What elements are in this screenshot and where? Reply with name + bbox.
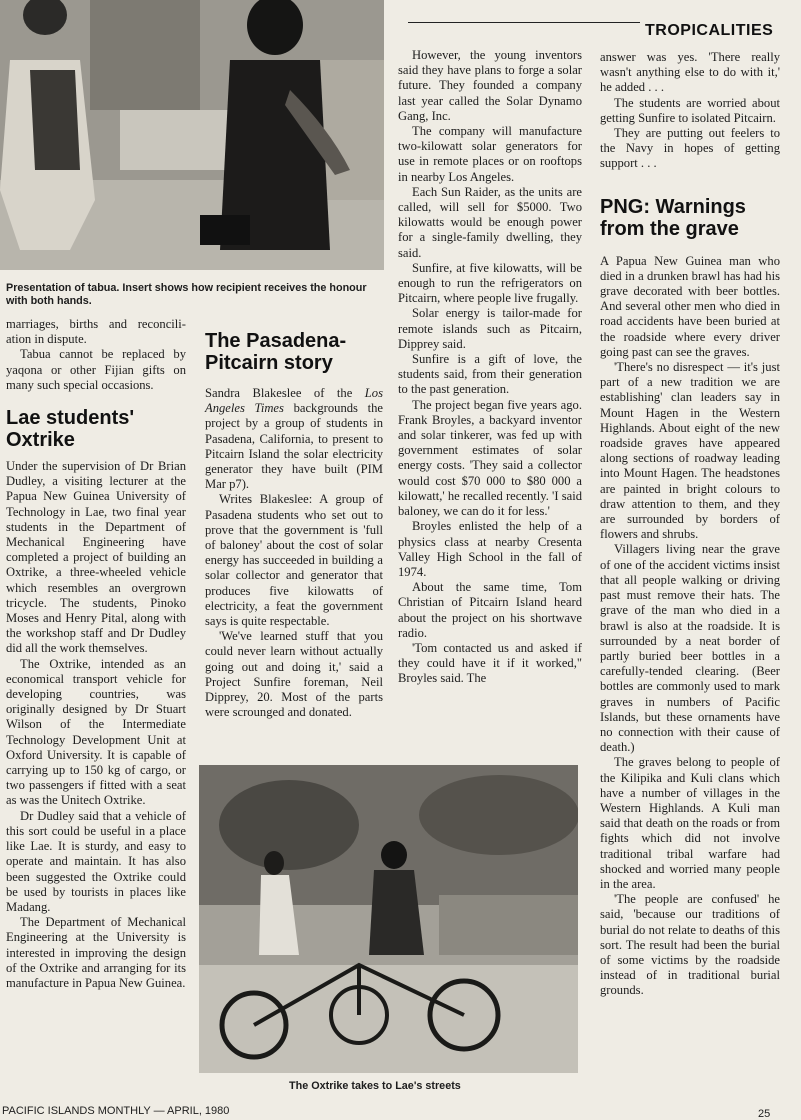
col4-continuation-text: answer was yes. 'There really wasn't anything else to do with it,' he added . . .	[600, 50, 780, 95]
article-paragraph: Sunfire is a gift of love, the students said, from their generation to the past generation.	[398, 352, 582, 397]
png-warnings-headline: PNG: Warnings from the grave	[600, 195, 746, 240]
article-paragraph: Each Sun Raider, as the units are called, will sell for $5000. Two kilowatts would be enough power for a single-family dwelling, they said.	[398, 184, 582, 260]
article-paragraph: 'Tom contacted us and asked if they could have it if it worked," Broyles said. The	[398, 640, 582, 686]
article-paragraph: However, the young inventors said they have plans to forge a solar future. They founded a company last year called the Solar Dynamo Gang, Inc.	[398, 48, 582, 123]
article-paragraph: Under the supervision of Dr Brian Dudley, a visiting lecturer at the Papua New Guinea University of Technology in Lae, two final year students in the Department of Mechanical Engineering have completed a project of building an Oxtrike, a three-wheeled vehicle which resembles an overgrown tricycle. The students, Pinoko Moses and Henry Pital, along with the workshop staff and Dr Dudley did all the work themselves.	[6, 459, 186, 656]
col4-continuation-text: The students are worried about getting Sunfire to isolated Pitcairn.	[600, 95, 780, 125]
photo-illustration	[0, 0, 384, 270]
photo-illustration	[199, 765, 578, 1073]
column-3	[398, 48, 582, 687]
top-photo-caption: Presentation of tabua. Insert shows how recipient receives the honour with both hands.	[6, 282, 367, 307]
section-title: TROPICALITIES	[645, 22, 774, 39]
article-paragraph: The graves belong to people of the Kilipika and Kuli clans which have a number of villages in the Western Highlands. A Kuli man said that death on the roads or from fights which did not involve traditional tribal warfare had shocked and worried many people in the area.	[600, 755, 780, 891]
article-paragraph: The project began five years ago. Frank Broyles, a backyard inventor and solar tinkerer, was fed up with government estimates of solar energy costs. 'They said a collector would cost $70 000 to $80 000 a kilowatt,' he recalled recently. 'I said baloney, we can do it for less.'	[398, 397, 582, 519]
header-rule	[408, 22, 640, 23]
column-2	[205, 330, 383, 720]
article-paragraph: Villagers living near the grave of one of the accident victims insist that all people walking or driving past must remove their hats. The grave of the man who died in a brawl is also at the roadside. It is surrounded by a neat border of partly buried beer bottles in a carefully-tended clearing. (Beer bottles are commonly used to mark graves in numbers of Pacific Islands, but these ornaments have no connection with their cause of death.)	[600, 542, 780, 755]
article-paragraph: Dr Dudley said that a vehicle of this sort could be useful in a place like Lae. It is sturdy, and easy to operate and maintain. It has also been suggested the Oxtrike could be used by tourists in places like Madang.	[6, 808, 186, 914]
article-paragraph: The company will manufacture two-kilowatt solar generators for use in remote places or on rooftops in nearby Los Angeles.	[398, 124, 582, 184]
bottom-photo-caption: The Oxtrike takes to Lae's streets	[289, 1080, 461, 1092]
article-paragraph: 'There's no disrespect — it's just part of a new tradition we are establishing' clan leaders say in Mount Hagen in the Western Highlands. About eight of the new roadside graves have appeared along sections of roadway leading into Mount Hagen. The headstones are painted in bright colours to draw attention to them, and they are surrounded by borders of flowers and shrubs.	[600, 360, 780, 542]
col4-continuation-text: They are putting out feelers to the Navy in hopes of getting support . . .	[600, 126, 780, 171]
article-paragraph: Sunfire, at five kilowatts, will be enough to run the refrigerators on Pitcairn, where people live frugally.	[398, 260, 582, 306]
article-paragraph: A Papua New Guinea man who died in a drunken brawl has had his grave decorated with beer bottles. And several other men who died in road accidents have been buried at the roadside where every driver going past can see the graves.	[600, 253, 780, 359]
publication-name: Los Angeles Times	[205, 386, 383, 416]
article-paragraph: About the same time, Tom Christian of Pitcairn Island heard about the project on his shortwave radio.	[398, 580, 582, 640]
article-paragraph: 'We've learned stuff that you could never learn without actually going out and doing it,' said a Project Sunfire foreman, Neil Dipprey, 20. Most of the parts were scrounged and donated.	[205, 629, 383, 720]
oxtrike-photo	[199, 765, 578, 1073]
column-1	[6, 317, 186, 991]
article-paragraph: Solar energy is tailor-made for remote islands such as Pitcairn, Dipprey said.	[398, 306, 582, 351]
article-paragraph: Writes Blakeslee: A group of Pasadena students who set out to prove that the government is 'full of baloney' about the cost of solar energy has succeeded in building a solar collector and generator that produces five kilowatts of electricity, a feat the government says is quite respectable.	[205, 492, 383, 629]
article-paragraph	[205, 386, 383, 492]
intro-text: Sandra Blakeslee of the	[205, 386, 365, 400]
col1-continuation-text: marriages, births and reconcili-ation in dispute.	[6, 317, 186, 347]
column-4	[600, 50, 780, 999]
footer-publication: PACIFIC ISLANDS MONTHLY — APRIL, 1980	[2, 1105, 230, 1117]
tabua-presentation-photo	[0, 0, 384, 270]
col1-continuation-text: Tabua cannot be replaced by yaqona or other Fijian gifts on many such special occasions.	[6, 347, 186, 392]
lae-students-headline: Lae students' Oxtrike	[6, 407, 135, 452]
article-paragraph: 'The people are confused' he said, 'because our traditions of burial do not relate to deaths of this sort. The result had been the burial of some victims by the roadside instead of in traditional burial grounds.	[600, 892, 780, 998]
page-number: 25	[758, 1108, 771, 1120]
article-paragraph: The Department of Mechanical Engineering at the University is interested in improving the design of the Oxtrike and arranging for its manufacture in Papua New Guinea.	[6, 915, 186, 990]
pasadena-pitcairn-headline: The Pasadena-Pitcairn story	[205, 330, 347, 374]
intro-text: backgrounds the project by a group of students in Pasadena, California, to present to Pitcairn Island the solar electricity generator they have built (PIM Mar p7).	[205, 401, 383, 492]
article-paragraph: Broyles enlisted the help of a physics class at nearby Cresenta Valley High School in the fall of 1974.	[398, 519, 582, 579]
article-paragraph: The Oxtrike, intended as an economical transport vehicle for developing countries, was originally designed by Dr Stuart Wilson of the Intermediate Technology Development Unit at Oxford University. It is capable of carrying up to 150 kg of cargo, or two passengers if fitted with a seat as was the Unitech Oxtrike.	[6, 656, 186, 808]
